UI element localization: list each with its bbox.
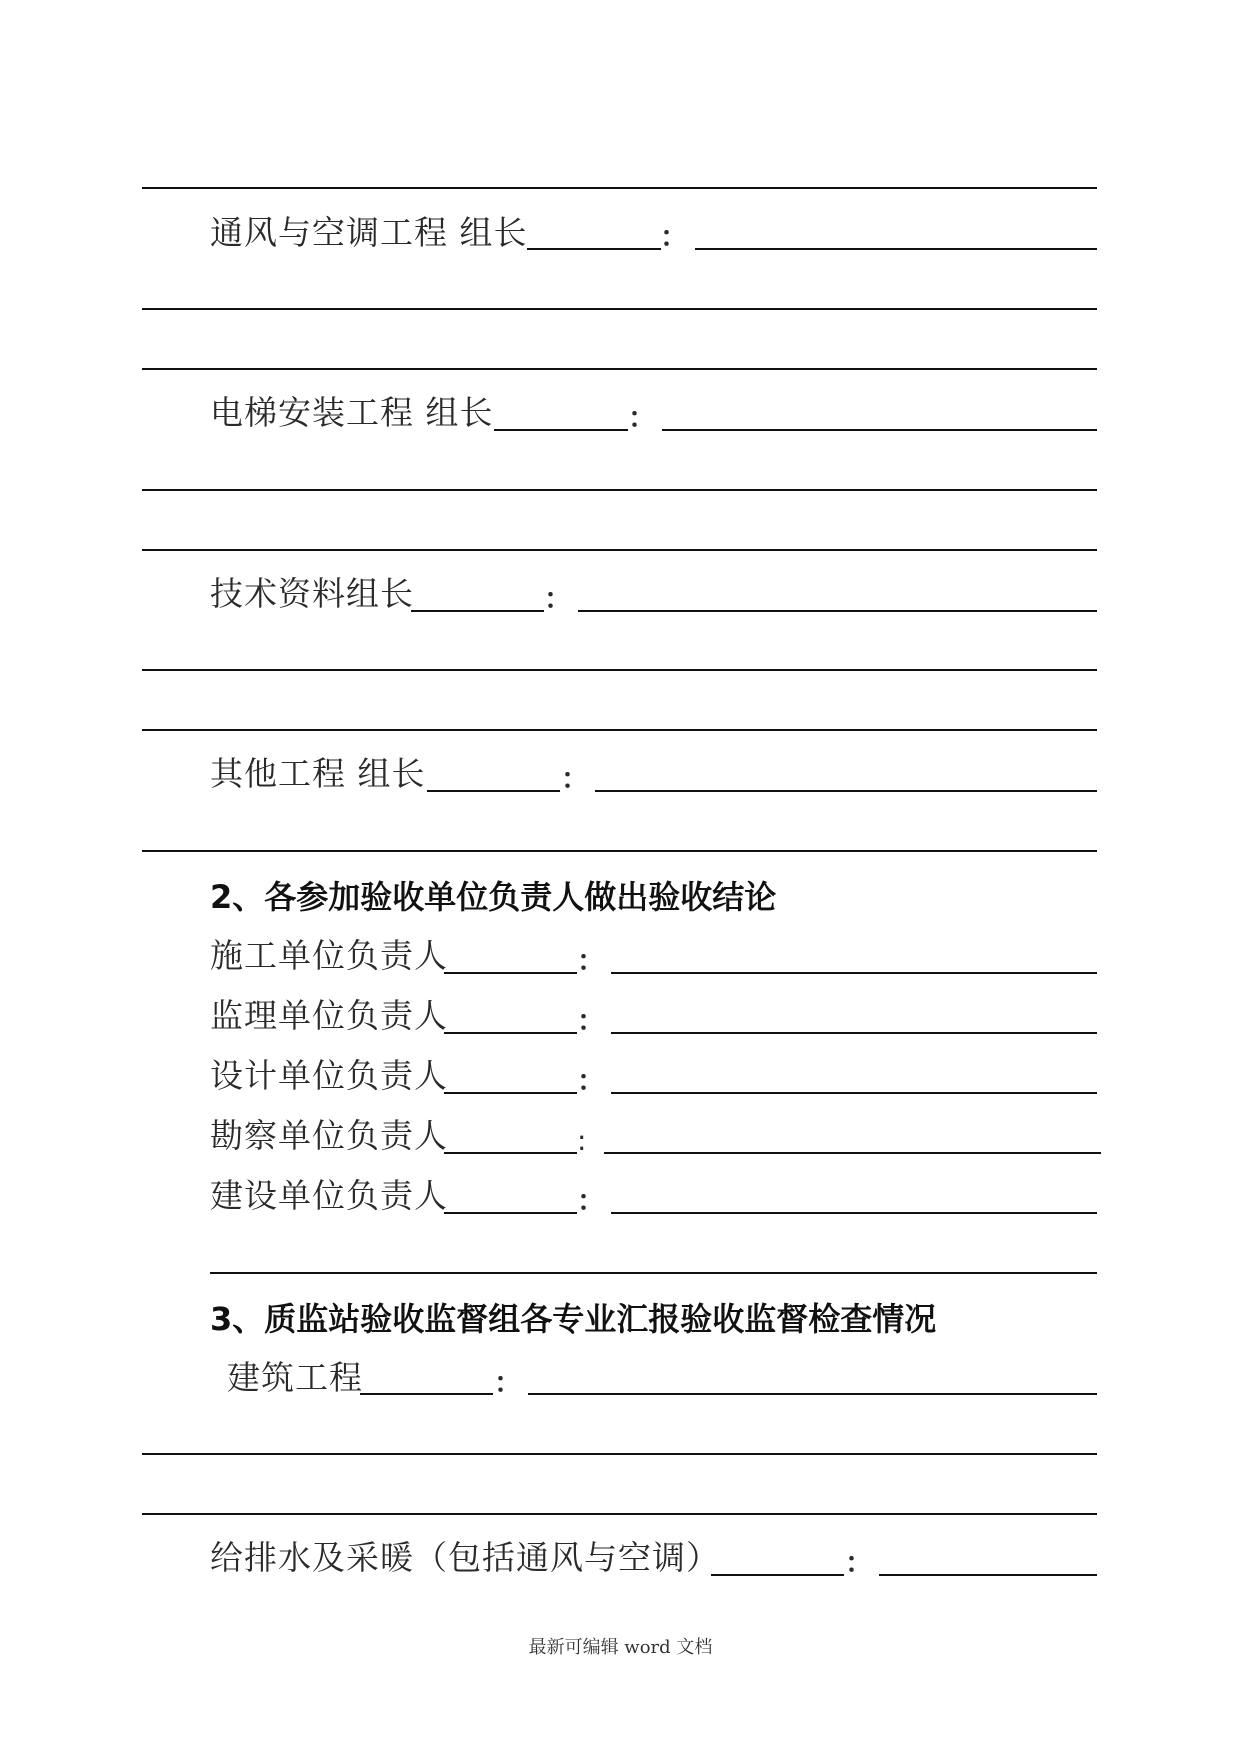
tech-docs-leader-label: 技术资料组长 <box>210 574 414 613</box>
design-unit-label: 设计单位负责人 <box>210 1056 448 1095</box>
building-works-opinion-line-2[interactable] <box>142 1453 1097 1455</box>
ventilation-leader-colon: ： <box>660 220 689 253</box>
supervision-unit-name-line[interactable] <box>444 1032 577 1034</box>
elevator-leader-name-line[interactable] <box>494 429 628 431</box>
construction-unit-colon: ： <box>577 944 606 977</box>
tech-docs-opinion-line-2[interactable] <box>142 669 1097 671</box>
rule-top-3 <box>142 549 1097 551</box>
page-footer: 最新可编辑 word 文档 <box>528 1637 713 1658</box>
owner-unit-opinion-line[interactable] <box>611 1212 1097 1214</box>
ventilation-leader-name-line[interactable] <box>527 248 661 250</box>
other-works-leader-colon: ： <box>561 762 590 795</box>
elevator-leader-opinion-line[interactable] <box>662 429 1097 431</box>
survey-unit-name-line[interactable] <box>444 1152 577 1154</box>
construction-unit-name-line[interactable] <box>444 972 577 974</box>
owner-unit-label: 建设单位负责人 <box>210 1176 448 1215</box>
section-2-heading: 2、各参加验收单位负责人做出验收结论 <box>210 878 777 916</box>
construction-unit-opinion-line[interactable] <box>611 972 1097 974</box>
building-works-opinion-line[interactable] <box>528 1393 1097 1395</box>
supervision-unit-opinion-line[interactable] <box>611 1032 1097 1034</box>
elevator-leader-colon: ： <box>628 401 657 434</box>
rule-top-1 <box>142 187 1097 189</box>
building-works-label: 建筑工程 <box>227 1358 363 1397</box>
supervision-unit-colon: ： <box>577 1004 606 1037</box>
other-works-leader-opinion-line[interactable] <box>595 790 1097 792</box>
survey-unit-colon: : <box>577 1124 587 1157</box>
tech-docs-leader-colon: ： <box>544 582 573 615</box>
plumbing-heating-colon: ： <box>845 1546 874 1579</box>
tech-docs-leader-opinion-line[interactable] <box>578 610 1097 612</box>
plumbing-heating-opinion-line[interactable] <box>879 1574 1097 1576</box>
elevator-leader-label: 电梯安装工程 组长 <box>210 393 494 432</box>
design-unit-colon: ： <box>577 1064 606 1097</box>
design-unit-name-line[interactable] <box>444 1092 577 1094</box>
owner-unit-colon: ： <box>577 1184 606 1217</box>
owner-unit-opinion-line-2[interactable] <box>210 1272 1097 1274</box>
rule-top-4 <box>142 729 1097 731</box>
other-works-opinion-line-2[interactable] <box>142 850 1097 852</box>
owner-unit-name-line[interactable] <box>444 1212 577 1214</box>
rule-top-5 <box>142 1513 1097 1515</box>
building-works-name-line[interactable] <box>360 1393 493 1395</box>
rule-top-2 <box>142 368 1097 370</box>
survey-unit-opinion-line[interactable] <box>604 1152 1101 1154</box>
building-works-colon: ： <box>494 1366 523 1399</box>
elevator-opinion-line-2[interactable] <box>142 489 1097 491</box>
plumbing-heating-label: 给排水及采暖（包括通风与空调） <box>210 1538 720 1577</box>
section-3-heading: 3、质监站验收监督组各专业汇报验收监督检查情况 <box>210 1300 937 1338</box>
ventilation-leader-opinion-line[interactable] <box>695 248 1097 250</box>
plumbing-heating-name-line[interactable] <box>711 1574 844 1576</box>
construction-unit-label: 施工单位负责人 <box>210 936 448 975</box>
tech-docs-leader-name-line[interactable] <box>411 610 544 612</box>
survey-unit-label: 勘察单位负责人 <box>210 1116 448 1155</box>
ventilation-opinion-line-2[interactable] <box>142 308 1097 310</box>
ventilation-leader-label: 通风与空调工程 组长 <box>210 213 528 252</box>
other-works-leader-name-line[interactable] <box>427 790 560 792</box>
design-unit-opinion-line[interactable] <box>611 1092 1097 1094</box>
supervision-unit-label: 监理单位负责人 <box>210 996 448 1035</box>
other-works-leader-label: 其他工程 组长 <box>210 754 426 793</box>
